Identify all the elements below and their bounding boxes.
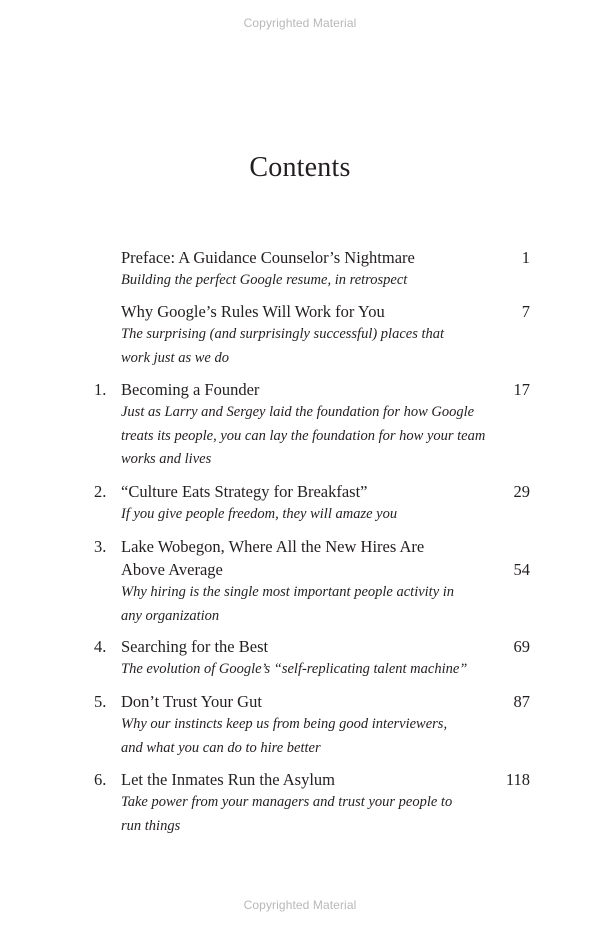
toc-entry-subtitle: Why our instincts keep us from being good interviewers, and what you can do to hire better [121,716,448,756]
toc-entry-title: Lake Wobegon, Where All the New Hires Are Above Average [121,537,425,579]
toc-entry-subtitle: If you give people freedom, they will amaze you [121,506,398,522]
toc-entry-subtitle: Take power from your managers and trust your people to run things [121,794,453,834]
toc-entry-page: 54 [513,560,530,579]
toc-entry-page: 118 [505,770,530,789]
toc-entry-title: Let the Inmates Run the Asylum [121,770,336,789]
page-title: Contents [249,152,351,183]
toc-entry-subtitle: The surprising (and surprisingly successful) places that work just as we do [121,326,445,366]
toc-entry-page: 29 [513,482,530,501]
toc-entry-title: “Culture Eats Strategy for Breakfast” [121,482,368,501]
toc-entry-subtitle: Why hiring is the single most important people activity in any organization [121,584,455,624]
toc-entry-page: 17 [513,380,530,399]
toc-entry-number: 1. [94,380,107,399]
toc-entry-title: Why Google’s Rules Will Work for You [121,302,385,321]
toc-entry-page: 1 [521,248,530,267]
toc-entry-number: 4. [94,637,107,656]
toc-entry-number: 6. [94,770,107,789]
toc-entry-number: 5. [94,692,107,711]
toc-entry-subtitle: Building the perfect Google resume, in retrospect [121,272,408,288]
toc-entry-title: Preface: A Guidance Counselor’s Nightmare [121,248,415,267]
toc-entry-page: 7 [521,302,530,321]
copyright-watermark-top: Copyrighted Material [243,16,357,30]
copyright-watermark-bottom: Copyrighted Material [243,898,357,912]
toc-entry-subtitle: The evolution of Google’s “self-replicating talent machine” [121,661,468,677]
toc-entry-page: 87 [513,692,530,711]
toc-entry-subtitle: Just as Larry and Sergey laid the foundation for how Google treats its people, you can lay the foundation for how your team works and lives [121,404,486,467]
toc-entry-title: Don’t Trust Your Gut [121,692,262,711]
toc-entry-number: 2. [94,482,107,501]
toc-entry-title: Becoming a Founder [121,380,260,399]
toc-entry-number: 3. [94,537,107,556]
toc-entry-page: 69 [513,637,530,656]
toc-entry-title: Searching for the Best [121,637,269,656]
